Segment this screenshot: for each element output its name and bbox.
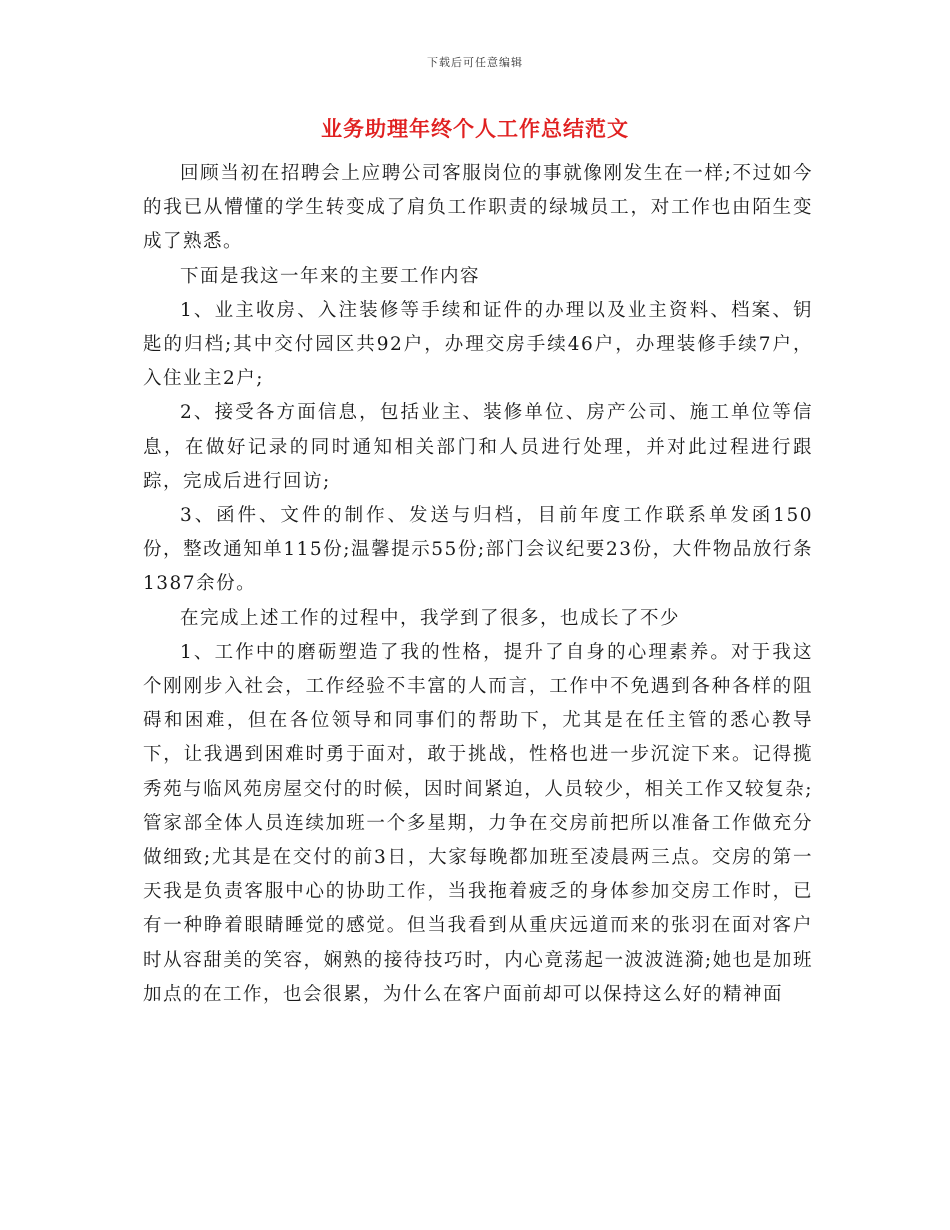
paragraph: 下面是我这一年来的主要工作内容 [180,265,481,287]
paragraph: 2、接受各方面信息，包括业主、装修单位、房产公司、施工单位等信息，在做好记录的同时通知相关部门和人员进行处理，并对此过程进行跟踪，完成后进行回访; [143,402,813,492]
paragraph: 回顾当初在招聘会上应聘公司客服岗位的事就像刚发生在一样;不过如今的我已从懵懂的学生转变成了肩负工作职责的绿城员工，对工作也由陌生变成了熟悉。 [143,163,813,253]
paragraph: 1、工作中的磨砺塑造了我的性格，提升了自身的心理素养。对于我这个刚刚步入社会，工作经验不丰富的人而言，工作中不免遇到各种各样的阻碍和困难，但在各位领导和同事们的帮助下，尤其是在任主管的悉心教导下，让我遇到困难时勇于面对，敢于挑战，性格也进一步沉淀下来。记得揽秀苑与临风苑房屋交付的时候，因时间紧迫，人员较少，相关工作又较复杂;管家部全体人员连续加班一个多星期，力争在交房前把所以准备工作做充分做细致;尤其是在交付的前3日，大家每晚都加班至凌晨两三点。交房的第一天我是负责客服中心的协助工作，当我拖着疲乏的身体参加交房工作时，已有一种睁着眼睛睡觉的感觉。但当我看到从重庆远道而来的张羽在面对客户时从容甜美的笑容，娴熟的接待技巧时，内心竟荡起一波波涟漪;她也是加班加点的在工作，也会很累，为什么在客户面前却可以保持这么好的精神面 [143,641,813,1005]
header-note: 下载后可任意编辑 [427,56,523,69]
document-title: 业务助理年终个人工作总结范文 [321,116,629,141]
paragraph: 1、业主收房、入注装修等手续和证件的办理以及业主资料、档案、钥匙的归档;其中交付园区共92户，办理交房手续46户，办理装修手续7户，入住业主2户; [143,299,813,390]
document-body [143,157,813,1012]
paragraph: 在完成上述工作的过程中，我学到了很多，也成长了不少 [180,607,681,629]
paragraph: 3、函件、文件的制作、发送与归档，目前年度工作联系单发函150份，整改通知单115份;温馨提示55份;部门会议纪要23份，大件物品放行条1387余份。 [143,505,813,595]
